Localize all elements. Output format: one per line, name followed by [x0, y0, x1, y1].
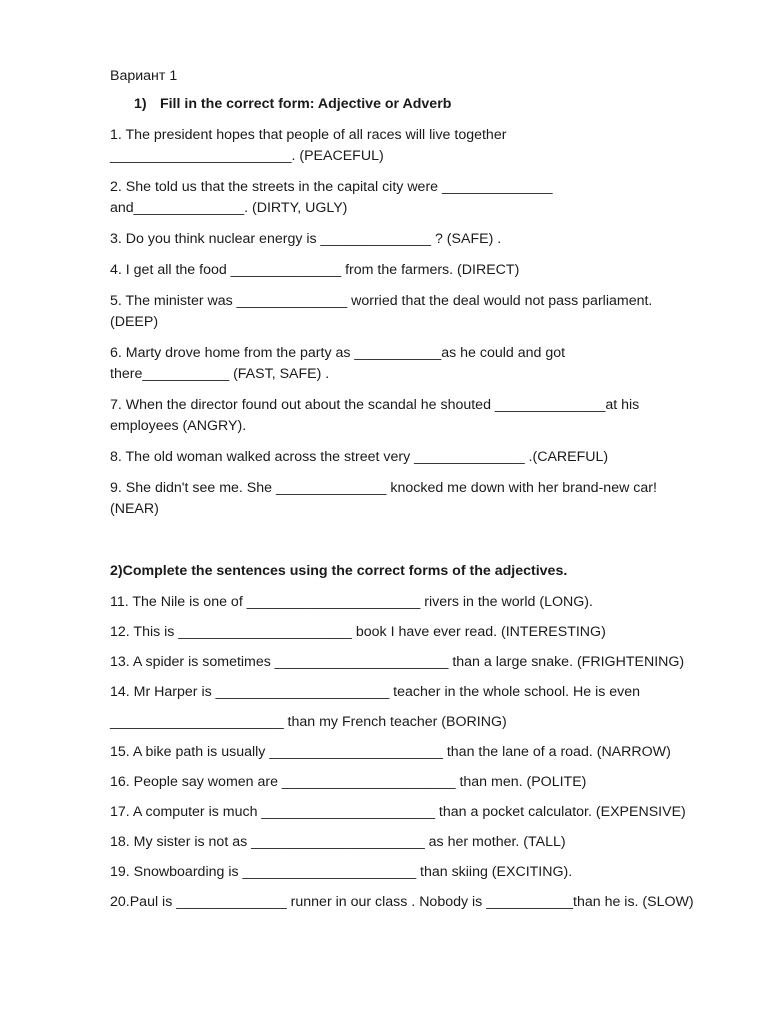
exercise-item-20: 20.Paul is ______________ runner in our class . Nobody is ___________than he is. (SLOW) — [110, 894, 694, 910]
exercise-item-16: 16. People say women are ______________________ than men. (POLITE) — [110, 774, 587, 790]
exercise-item-11: 11. The Nile is one of ______________________ rivers in the world (LONG). — [110, 594, 593, 610]
section-1-number: 1) — [134, 96, 147, 112]
exercise-item-18: 18. My sister is not as ______________________ as her mother. (TALL) — [110, 834, 566, 850]
section-1-title: Fill in the correct form: Adjective or Adverb — [159, 96, 452, 112]
exercise-item-12: 12. This is ______________________ book I have ever read. (INTERESTING) — [110, 624, 606, 640]
exercise-item-8: 8. The old woman walked across the street very ______________ .(CAREFUL) — [110, 449, 609, 465]
exercise-item-19: 19. Snowboarding is ______________________ than skiing (EXCITING). — [110, 864, 573, 880]
exercise-item-13: 13. A spider is sometimes ______________________ than a large snake. (FRIGHTENING) — [110, 654, 685, 670]
exercise-item-14: 14. Mr Harper is ______________________ teacher in the whole school. He is even — [110, 684, 641, 700]
section-spacer — [110, 530, 720, 561]
exercise-item-3: 3. Do you think nuclear energy is ______________ ? (SAFE) . — [110, 231, 502, 247]
worksheet-body — [110, 66, 720, 922]
exercise-item-7: 7. When the director found out about the scandal he shouted ______________at his employees (ANGRY). — [110, 397, 640, 434]
variant-label: Вариант 1 — [110, 68, 178, 84]
exercise-item-14-continued: ______________________ than my French teacher (BORING) — [110, 714, 507, 730]
exercise-item-6: 6. Marty drove home from the party as ___________as he could and got there___________ (FAST, SAFE) . — [110, 345, 566, 382]
exercise-item-1: 1. The president hopes that people of all races will live together _______________________. (PEACEFUL) — [110, 127, 507, 164]
exercise-item-17: 17. A computer is much ______________________ than a pocket calculator. (EXPENSIVE) — [110, 804, 686, 820]
exercise-item-9: 9. She didn't see me. She ______________ knocked me down with her brand-new car! (NEAR) — [110, 480, 657, 517]
exercise-item-15: 15. A bike path is usually ______________________ than the lane of a road. (NARROW) — [110, 744, 671, 760]
section-2-heading: 2)Complete the sentences using the correct forms of the adjectives. — [110, 563, 568, 579]
section-1-heading — [110, 94, 720, 115]
exercise-item-2: 2. She told us that the streets in the capital city were ______________ and______________. (DIRTY, UGLY) — [110, 179, 553, 216]
exercise-item-5: 5. The minister was ______________ worried that the deal would not pass parliament. (DEEP) — [110, 293, 653, 330]
exercise-item-4: 4. I get all the food ______________ from the farmers. (DIRECT) — [110, 262, 520, 278]
